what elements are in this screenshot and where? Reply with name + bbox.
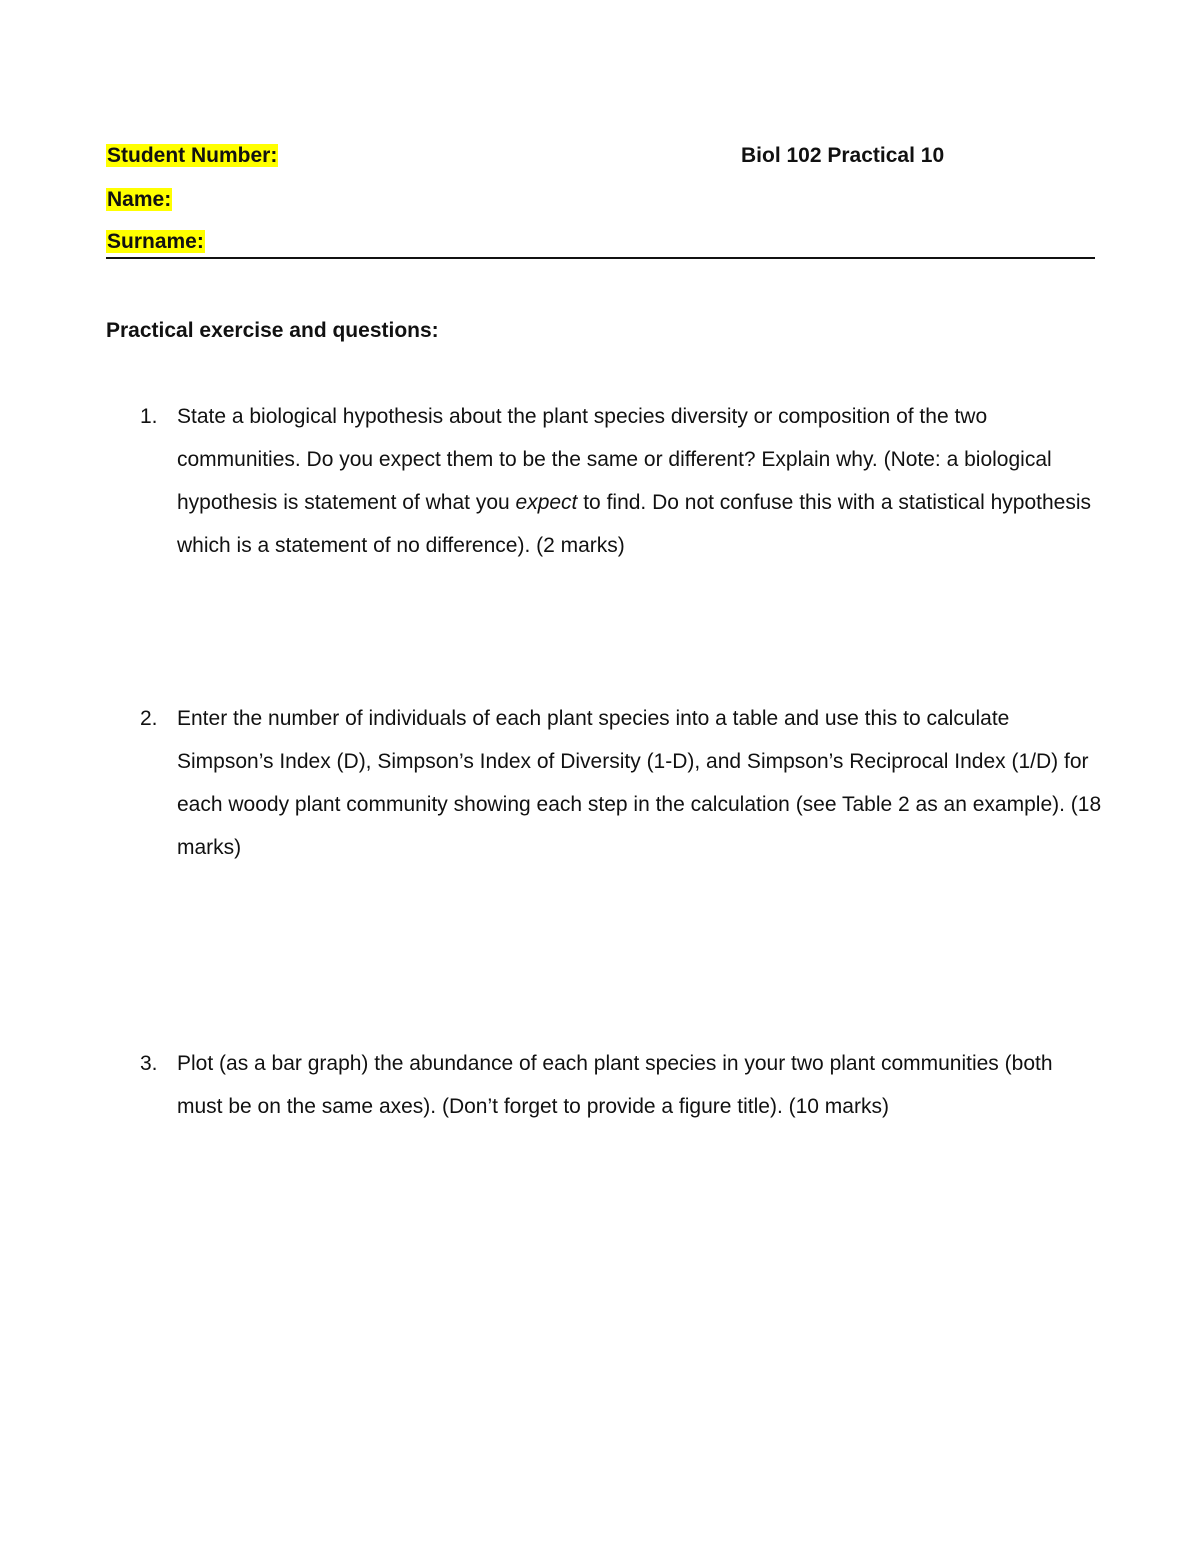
section-heading: Practical exercise and questions: [106, 319, 439, 342]
question-text [177, 395, 1102, 567]
surname-label: Surname: [107, 230, 204, 253]
question-text: Plot (as a bar graph) the abundance of each plant species in your two plant communities (both must be on the same axes). (Don’t forget to provide a figure title). (10 marks) [177, 1052, 1053, 1118]
question-number: 1. [140, 405, 158, 428]
question-emphasis: expect [515, 491, 578, 514]
student-number-label: Student Number: [107, 144, 278, 167]
student-number-field [106, 143, 278, 169]
question-number: 2. [140, 707, 158, 730]
question-text: Enter the number of individuals of each plant species into a table and use this to calculate Simpson’s Index (D), Simpson’s Index of Diversity (1-D), and Simpson’s Reciprocal Index (1/D) for each woody plant community showing each step in the calculation (see Table 2 as an example). (18 marks) [177, 707, 1102, 859]
question-text-part: State a biological hypothesis about the plant species diversity or composition of the two communities. Do you expect them to be the same or different? Explain why. (Note: a biological hypothesis is statement of what you [177, 405, 1052, 514]
name-label: Name: [107, 188, 172, 211]
surname-field [106, 229, 205, 255]
question-3 [106, 1042, 1106, 1128]
question-1 [106, 395, 1106, 567]
header-divider [106, 257, 1095, 259]
question-2 [106, 697, 1106, 869]
question-text-part: to find. Do not confuse this with a statistical hypothesis which is a statement of no difference). (2 marks) [177, 491, 1091, 557]
name-field [106, 187, 172, 213]
course-title: Biol 102 Practical 10 [741, 144, 945, 167]
question-number: 3. [140, 1052, 158, 1075]
